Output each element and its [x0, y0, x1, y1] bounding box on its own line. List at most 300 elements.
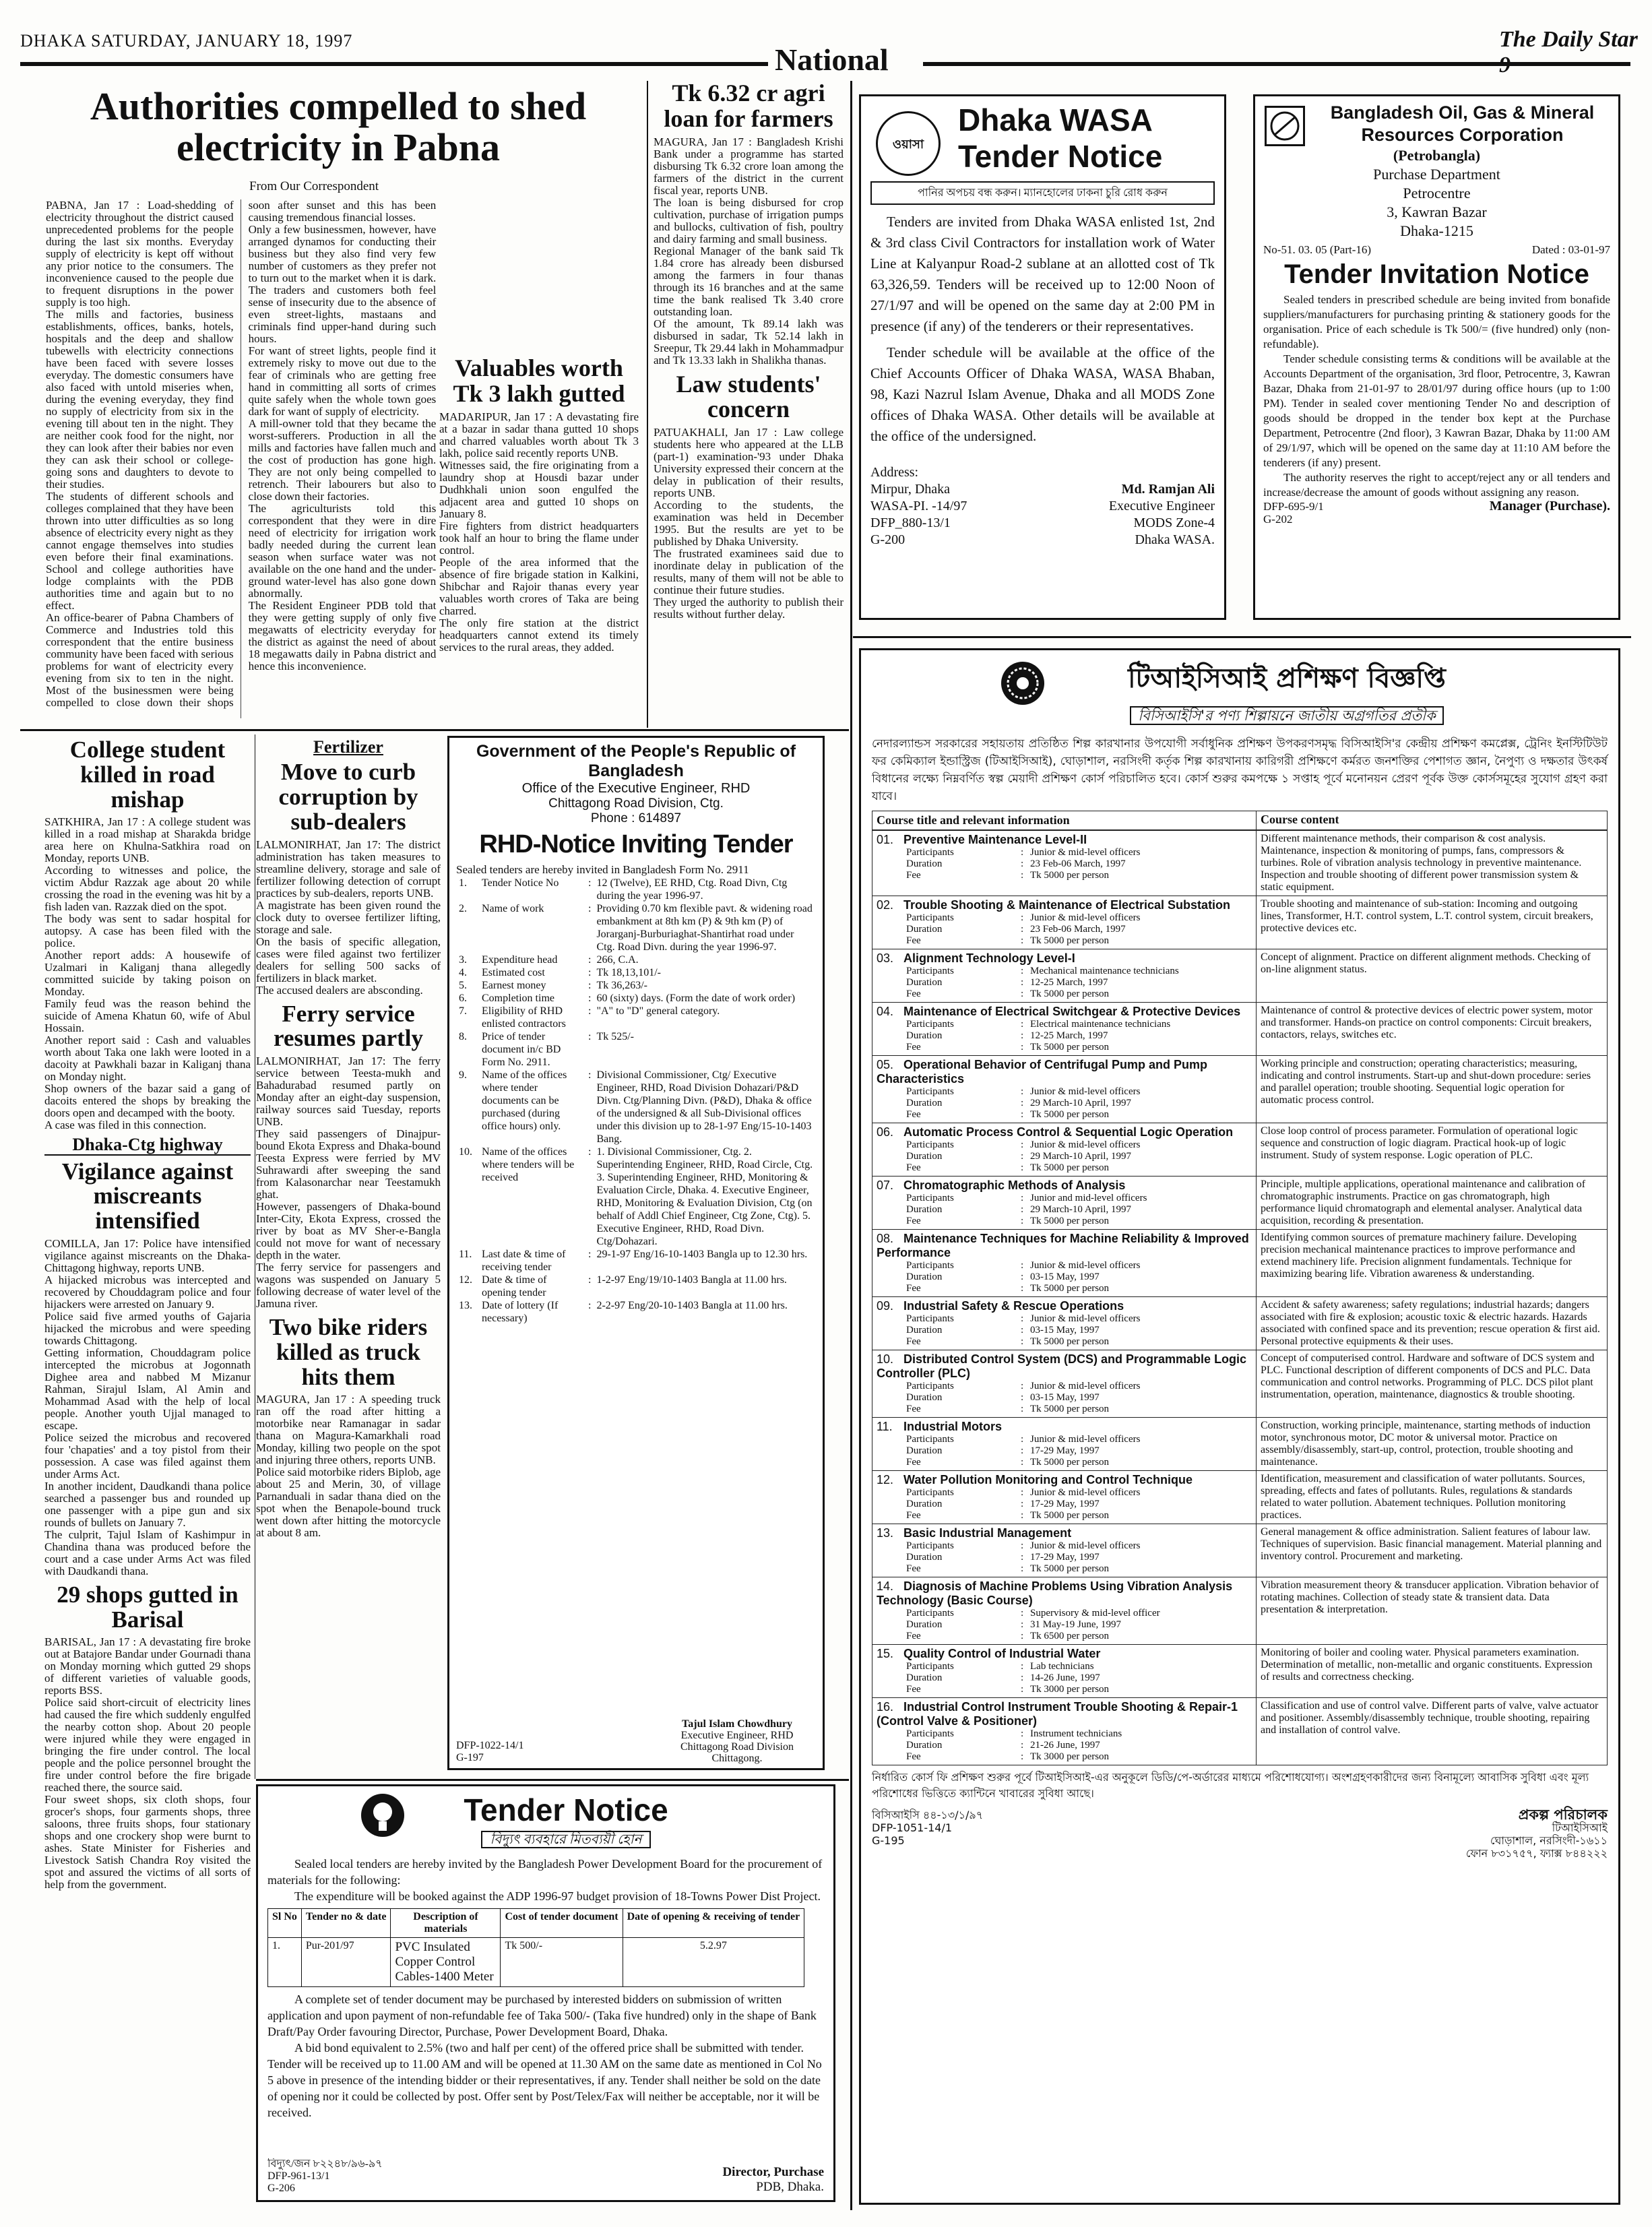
detail-label: Duration: [906, 977, 943, 988]
law-headline: Law students' concern: [676, 370, 821, 423]
course-content: Construction, working principle, maintenance, starting methods of induction motor, synchronous motor, DC motor & universal motor. Practice on assembly/disassembly, start-up, control, protection, trouble shooting and maintenance.: [1261, 1420, 1591, 1468]
detail-value: 29 March-10 April, 1997: [1030, 1151, 1131, 1162]
detail-value: Tk 5000 per person: [1030, 1283, 1110, 1294]
cell: 1.: [268, 1938, 302, 1987]
paragraph: The mills and factories, business establishments, offices, banks, hotels, hospitals and the deep and shallow tubewells with electricity connections have been faced with severe losses everyday. The domestic consumers have also faced with untold miseries when, during the evening everyday, they find no supply of electricity from six in the evening till about ten in the night. They are neither cook food for the night, nor they can look after their babies nor even they can ask their school or college-going sons and daughters to devote to their studies.: [46, 308, 234, 491]
course-content: Monitoring of boiler and cooling water. Physical parameters examination. Determination of metallic, non-metallic and organic constituents. Expression of results and correctness checking.: [1261, 1647, 1593, 1683]
course-name: Industrial Control Instrument Trouble Shooting & Repair-1 (Control Valve & Positioner): [877, 1700, 1238, 1728]
detail-colon: :: [1021, 1336, 1024, 1347]
paragraph: The culprit, Tajul Islam of Kashimpur in Chandina thana was produced before the court and a case under Arms Act was filed with Daudkandi thana.: [44, 1528, 251, 1577]
cell: :: [588, 1300, 592, 1311]
paragraph: MAGURA, Jan 17 : Bangladesh Krishi Bank under a programme has started disbursing Tk 6.32 crore loan among the farmers of the district in the current fiscal year, reports UNB.: [654, 135, 844, 197]
cell: Estimated cost: [482, 967, 545, 978]
rhd-signature: [660, 1718, 815, 1764]
course-list: [872, 830, 1608, 1765]
paragraph: However, passengers of Dhaka-bound Inter-City, Ekota Express, crossed the river by boat as MV Sher-e-Bangla could not move for want of necessary depth in the water.: [256, 1200, 441, 1262]
col-header: Course content: [1261, 813, 1339, 826]
paragraph: MAGURA, Jan 17 : A speeding truck ran off the road after hitting a motorbike near Ramanagar in sadar thana on Magura-Kamarkhali road Monday, killing two people on the spot and injuring three others, reports UNB.: [256, 1393, 441, 1467]
detail-colon: :: [1021, 1204, 1024, 1215]
detail-label: Duration: [906, 1151, 943, 1162]
course-title: [877, 1700, 1252, 1728]
course-details: [877, 1193, 1252, 1227]
table-row: [456, 966, 816, 979]
course-content: Trouble shooting and maintenance of sub-station: Incoming and outgoing lines, Transformer, H.T. control system, L.T. control system, circuit breakers, protective devices etc.: [1261, 898, 1593, 934]
address-label: Address:: [870, 465, 919, 480]
course-details: [877, 966, 1252, 1000]
pdb-ref: DFP-961-13/1: [267, 2170, 330, 2182]
detail-value: Tk 5000 per person: [1030, 1457, 1110, 1468]
cell: Date & time of opening tender: [482, 1274, 547, 1298]
tici-sign-row: [872, 1809, 1608, 1860]
table-row: [456, 902, 816, 953]
cell: :: [588, 993, 592, 1004]
detail-colon: :: [1021, 1216, 1024, 1226]
wasa-org: Dhaka WASA: [958, 102, 1153, 137]
paragraph: COMILLA, Jan 17: Police have intensified vigilance against miscreants on the Dhaka-Chittagong highway, reports UNB.: [44, 1236, 251, 1274]
cell: :: [588, 1146, 592, 1158]
rhd-ref: DFP-1022-14/1: [456, 1740, 524, 1751]
cell: 11.: [459, 1249, 472, 1260]
detail-colon: :: [1021, 1151, 1024, 1162]
tici-subtitle: বিসিআইসি'র পণ্য শিল্পায়নে জাতীয় অগ্রগতির প্রতীক: [1130, 706, 1444, 725]
college-headline: College student killed in road mishap: [69, 738, 226, 813]
cell: Name of the offices where tenders will be received: [482, 1146, 575, 1183]
left-news-column: [44, 738, 251, 2106]
course-title: [877, 1473, 1252, 1487]
detail-label: Participants: [906, 1260, 954, 1271]
detail-colon: :: [1021, 1086, 1024, 1097]
course-number: 09.: [877, 1299, 894, 1313]
cell: 9.: [459, 1069, 467, 1081]
cell: Name of work: [482, 903, 544, 914]
detail-label: Participants: [906, 1540, 954, 1551]
header-rule-right: [923, 62, 1630, 66]
detail-value: Instrument technicians: [1030, 1728, 1122, 1739]
cell: :: [588, 967, 592, 978]
course-title: [877, 898, 1252, 912]
paragraph: Police said five armed youths of Gajaria hijacked the microbus and were speeding towards Chittagong.: [44, 1309, 251, 1347]
course-number: 05.: [877, 1058, 894, 1071]
detail-colon: :: [1021, 1325, 1024, 1336]
course-title: [877, 1352, 1252, 1381]
wasa-title: Tender Notice: [958, 139, 1163, 174]
col-header: Tender no & date: [301, 1909, 391, 1938]
course-content: Principle, multiple applications, operational maintenance and calibration of chromatographic instruments. Practice on gas chromatograph, high performance liquid chromatograph and elemental analyser. Analytical data acquisition, recording & presentation.: [1261, 1179, 1586, 1226]
detail-colon: :: [1021, 1109, 1024, 1120]
course-content: Accident & safety awareness; safety regulations; industrial hazards; dangers associated with fire & explosion; acoustic toxic & electric hazards. Hazards associated with confined space and its prevention; rescue operation & first aid. Personal protective equipments & their uses.: [1261, 1299, 1600, 1347]
tici-training-ad: [859, 648, 1620, 2205]
tici-footer: নির্ধারিত কোর্স ফি প্রশিক্ষণ শুরুর পূর্বে টিআইসিআই-এর অনুকূলে ডিডি/পে-অর্ডারের মাধ্যমে পরিশোধযোগ্য। অংশগ্রহণকারীদের জন্য বিনামূল্যে আবাসিক সুবিধা এবং মূল্য পরিশোধের ভিত্তিতে ক্যান্টিনে খাবারের সুবিধা আছে।: [872, 1771, 1589, 1800]
detail-label: Duration: [906, 1672, 943, 1683]
course-info: [872, 1471, 1257, 1524]
petro-body: Tender schedule consisting terms & conditions will be available at the Accounts Department of the organisation, 3rd floor, Petrocentre, 3, Kawran Bazar, Dhaka from 21-01-97 to 28/01/97 during office hours (up to 1:00 PM). Tender in sealed cover mentioning Tender No and description of goods should be dropped in the tender box kept at the Purchase Department, Petrocentre (2nd floor), 3 Kawran Bazar, Dhaka by 11:00 AM of 29/1/97, which will be opened on the same day at 11:10 AM before the tenderers (if any) present.: [1263, 352, 1610, 469]
course-row: [872, 1350, 1607, 1417]
detail-colon: :: [1021, 912, 1024, 923]
cell: Price of tender document in/c BD Form No. 2911.: [482, 1031, 561, 1068]
detail-value: Tk 3000 per person: [1030, 1751, 1110, 1762]
course-name: Industrial Motors: [903, 1420, 1003, 1433]
detail-colon: :: [1021, 1434, 1024, 1445]
g-no: G-202: [1263, 513, 1293, 526]
divider: [853, 636, 1631, 638]
table-row: [456, 1299, 816, 1325]
course-row: [872, 1697, 1607, 1765]
pdb-refs: [267, 2158, 383, 2195]
cell: 5.2.97: [623, 1938, 804, 1987]
pdb-bn-ref: বিদ্যুৎ/জন ৮২২৪৮/৯৬-৯৭: [267, 2158, 383, 2170]
rhd-gov: Government of the People's Republic of Bangladesh: [476, 742, 796, 780]
course-details: [877, 1487, 1252, 1522]
agri-law-column: [654, 81, 844, 728]
divider: [850, 81, 852, 2210]
detail-value: 17-29 May, 1997: [1030, 1445, 1100, 1456]
wasa-body: Tenders are invited from Dhaka WASA enlisted 1st, 2nd & 3rd class Civil Contractors for installation work of Water Line at Kalyanpur Road-2 sublane at an allotted cost of Tk 63,326,59. Tenders will be received up to 12:00 Noon of 27/1/97 and will be opened on the same day at 2:00 PM in presence (if any) of the tenderers or their representatives.: [870, 214, 1215, 334]
detail-value: 12-25 March, 1997: [1030, 977, 1108, 988]
paragraph: LALMONIRHAT, Jan 17: The ferry service between Teesta-mukh and Bahadurabad resumed partly on Monday after an eight-day suspension, railway sources said Tuesday, reports UNB.: [256, 1055, 441, 1129]
paragraph: Shop owners of the bazar said a gang of dacoits entered the shops by breaking the doors open and decamped with the booty.: [44, 1082, 251, 1120]
detail-value: Tk 6500 per person: [1030, 1631, 1110, 1641]
agri-headline: Tk 6.32 cr agri loan for farmers: [664, 81, 833, 132]
shops-headline: 29 shops gutted in Barisal: [57, 1581, 239, 1633]
signatory-line: Chittagong.: [711, 1753, 763, 1764]
detail-value: 03-15 May, 1997: [1030, 1392, 1100, 1403]
course-details: [877, 1608, 1252, 1642]
detail-label: Duration: [906, 1740, 943, 1751]
course-number: 16.: [877, 1700, 894, 1714]
course-row: [872, 896, 1607, 949]
paragraph: PATUAKHALI, Jan 17 : Law college students here who appeared at the LLB (part-1) examination-'93 under Dhaka University expressed their concern at the delay in publication of their results, reports UNB.: [654, 426, 844, 500]
detail-label: Fee: [906, 1563, 921, 1574]
divider: [20, 729, 849, 731]
cell: :: [588, 1274, 592, 1286]
petro-ref-line: [1263, 243, 1610, 257]
course-title: [877, 1579, 1252, 1608]
course-info: [872, 1177, 1257, 1229]
tici-title: টিআইসিআই প্রশিক্ষণ বিজ্ঞপ্তি: [1128, 663, 1446, 694]
course-details: [877, 1434, 1252, 1468]
detail-label: Participants: [906, 1313, 954, 1324]
course-content: Maintenance of control & protective devices of electric power system, motor and transformer. Hands-on practice on control components: Circuit breakers, contactors, relays, switches etc.: [1261, 1005, 1593, 1040]
course-details: [877, 1728, 1252, 1763]
course-number: 12.: [877, 1473, 894, 1486]
cell: 60 (sixty) days. (Form the date of work order): [596, 993, 796, 1004]
course-number: 11.: [877, 1420, 893, 1433]
cell: Tender Notice No: [482, 877, 559, 889]
cell: :: [588, 877, 592, 889]
paragraph: For want of street lights, people find it extremely risky to move out due to the fear of criminals who are getting free hand in committing all sorts of crimes quite safely when the whole town goes dark for want of supply of electricity.: [248, 344, 437, 418]
detail-colon: :: [1021, 1313, 1024, 1324]
cell: 1-2-97 Eng/19/10-1403 Bangla at 11.00 hrs.: [596, 1274, 787, 1286]
col-header: Cost of tender document: [501, 1909, 623, 1938]
detail-label: Participants: [906, 1434, 954, 1445]
address-line: DFP_880-13/1: [870, 515, 951, 530]
detail-colon: :: [1021, 1631, 1024, 1641]
course-details: [877, 1139, 1252, 1174]
detail-value: Lab technicians: [1030, 1661, 1094, 1672]
detail-colon: :: [1021, 1563, 1024, 1574]
tici-subtitle-wrap: [966, 705, 1608, 728]
course-name: Maintenance of Electrical Switchgear & Protective Devices: [903, 1005, 1241, 1018]
cell: :: [588, 903, 592, 914]
valuables-article: [439, 356, 639, 720]
signatory-line: ঘোড়াশাল, নরসিংদী-১৬১১: [1490, 1834, 1608, 1847]
detail-value: 23 Feb-06 March, 1997: [1030, 924, 1126, 935]
detail-colon: :: [1021, 1392, 1024, 1403]
course-row: [872, 1524, 1607, 1577]
cell: Pur-201/97: [301, 1938, 391, 1987]
paragraph: A mill-owner told that they became the worst-sufferers. Production in all the mills and factories have fallen much and the cost of production has gone high. They are not only being compelled to retrench. Their labourers but also to close down their factories.: [248, 417, 437, 503]
signatory: প্রকল্প পরিচালক: [1518, 1807, 1608, 1823]
paragraph: They said passengers of Dinajpur-bound Ekota Express and Dhaka-bound Teesta Express were ferried by MV Suhrawardi after sweeping the sand from Kalasonarchar near Teestamukh ghat.: [256, 1127, 441, 1201]
cell: :: [588, 1069, 592, 1081]
detail-label: Participants: [906, 966, 954, 976]
pdb-title: Tender Notice: [464, 1792, 668, 1827]
pdb-body: A complete set of tender document may be purchased by interested bidders on submission of written application and upon payment of non-refundable fee of Taka 500/- (Taka five hundred) only in the shape of Bank Draft/Pay Order favouring Director, Purchase, Power Development Board, Dhaka.: [267, 1993, 817, 2038]
petro-body: The authority reserves the right to accept/reject any or all tenders and increase/decrease the amount of goods without assigning any reason.: [1263, 471, 1610, 499]
course-title: [877, 1058, 1252, 1086]
cell: :: [588, 980, 592, 991]
paragraph: PABNA, Jan 17 : Load-shedding of electricity throughout the district caused unprecedented problems for the people during the last six months. Everyday supply of electricity is kept off without any prior notice to the consumers. The inconvenience caused to the people due to frequent disruptions in the power supply is too high.: [46, 199, 234, 309]
detail-label: Fee: [906, 989, 921, 999]
course-info: [872, 1645, 1257, 1697]
course-content: Concept of computerised control. Hardware and software of DCS system and PLC. Functional description of different components of DCS and PLC. Data communication and control networks. Programming of PLC. DCS pilot plant instrumentation, operation, maintenance, diagnostics & trouble shooting.: [1261, 1352, 1595, 1400]
cell: Tk 36,263/-: [596, 980, 647, 991]
table-row: [456, 1069, 816, 1146]
wasa-signature: [1109, 481, 1215, 548]
paragraph: A magistrate has been given round the clock duty to oversee fertilizer lifting, storage and sale.: [256, 898, 441, 936]
detail-label: Fee: [906, 1109, 921, 1120]
section-title: National: [775, 42, 889, 77]
detail-value: Junior & mid-level officers: [1030, 1487, 1141, 1498]
paragraph: Police said short-circuit of electricity lines had caused the fire which suddenly engulfed the nearby cotton shop. About 20 people were injured while they were engaged in bringing the fire under control. The local people and the police personnel brought the fire under control before the fire brigade reached there, the source said.: [44, 1696, 251, 1794]
detail-label: Duration: [906, 1619, 943, 1630]
course-name: Water Pollution Monitoring and Control Technique: [903, 1473, 1193, 1486]
detail-label: Participants: [906, 1608, 954, 1619]
detail-value: Tk 5000 per person: [1030, 1563, 1110, 1574]
wasa-slogan: পানির অপচয় বন্ধ করুন। ম্যানহোলের ঢাকনা চুরি রোধ করুন: [870, 181, 1215, 205]
paragraph: According to witnesses and police, the victim Abdur Razzak age about 20 while crossing the road in the evening was hit by a fish laden van. Razzak died on the spot.: [44, 864, 251, 914]
rhd-intro: Sealed tenders are hereby invited in Bangladesh Form No. 2911: [456, 863, 749, 876]
signatory-line: টিআইসিআই: [1552, 1821, 1608, 1834]
cell: 2-2-97 Eng/20-10-1403 Bangla at 11.00 hrs.: [596, 1300, 788, 1311]
course-name: Basic Industrial Management: [903, 1526, 1072, 1540]
tici-logo-icon: [999, 660, 1046, 707]
detail-colon: :: [1021, 1272, 1024, 1282]
detail-value: 17-29 May, 1997: [1030, 1552, 1100, 1563]
course-name: Operational Behavior of Centrifugal Pump and Pump Characteristics: [877, 1058, 1208, 1086]
course-info: [872, 1297, 1257, 1350]
detail-colon: :: [1021, 1728, 1024, 1739]
course-info: [872, 896, 1257, 949]
detail-colon: :: [1021, 1162, 1024, 1173]
petro-body: Sealed tenders in prescribed schedule are being invited from bonafide suppliers/manufacturers for purchasing printing & stationery goods for the organisation. Price of each schedule is Tk 500/= (five hundred) only (non-refundable).: [1263, 293, 1610, 350]
detail-label: Participants: [906, 1381, 954, 1391]
cell: 2.: [459, 903, 467, 914]
detail-colon: :: [1021, 1510, 1024, 1521]
paragraph: They urged the authority to publish their results without further delay.: [654, 596, 844, 621]
detail-label: Participants: [906, 1019, 954, 1030]
detail-label: Participants: [906, 847, 954, 858]
cell: 29-1-97 Eng/16-10-1403 Bangla up to 12.30 hrs.: [596, 1249, 808, 1260]
course-title: [877, 1005, 1252, 1019]
detail-label: Duration: [906, 1325, 943, 1336]
detail-colon: :: [1021, 1260, 1024, 1271]
detail-colon: :: [1021, 1487, 1024, 1498]
col-header: Course title and relevant information: [872, 811, 1257, 829]
detail-colon: :: [1021, 1098, 1024, 1108]
detail-value: 31 May-19 June, 1997: [1030, 1619, 1121, 1630]
table-row: [456, 1146, 816, 1248]
detail-colon: :: [1021, 1540, 1024, 1551]
paragraph: Police said motorbike riders Biplob, age about 25 and Merin, 30, of village Parnanduali in sadar thana died on the spot when the Benapole-bound truck went down after hitting the motorcycle at about 8 am.: [256, 1466, 441, 1540]
col-header: Date of opening & receiving of tender: [623, 1909, 804, 1938]
rhd-tender-ad: [447, 736, 825, 1770]
detail-value: Junior & mid-level officers: [1030, 1540, 1141, 1551]
detail-value: 03-15 May, 1997: [1030, 1272, 1100, 1282]
pabna-byline: From Our Correspondent: [249, 179, 379, 193]
course-content: Working principle and construction; operating characteristics; measuring, indicating and control instruments. Start-up and shut-down procedure: series and parallel operation; trouble shooting. Sequential logic operation for automatic process control.: [1261, 1058, 1591, 1106]
paragraph: Family feud was the reason behind the suicide of Amena Khatun 60, wife of Abul Hossain.: [44, 997, 251, 1035]
course-row: [872, 1417, 1607, 1470]
course-info: [872, 1230, 1257, 1296]
course-row: [872, 1577, 1607, 1644]
course-info: [872, 1003, 1257, 1055]
table-row: [456, 1030, 816, 1069]
signatory-line: Dhaka WASA.: [1135, 532, 1215, 547]
course-info: [872, 1350, 1257, 1417]
petro-address: [1263, 146, 1610, 241]
cell: Divisional Commissioner, Ctg/ Executive Engineer, RHD, Road Division Dohazari/P&D Divn. Ctg/Planning Divn. (P&D), Dhaka & office of the undersigned & all Sub-Divisional offices under this division up to 28-1-97 Eng/15-10-1403 Bang.: [596, 1069, 812, 1145]
petro-title: Tender Invitation Notice: [1284, 259, 1589, 289]
paragraph: Of the amount, Tk 89.14 lakh was disbursed in sadar, Tk 52.14 lakh in Sreepur, Tk 29.44 lakh in Mohammadpur and Tk 13.33 lakh in Shalikha thanas.: [654, 317, 844, 367]
signatory-line: ফোন ৮৩১৭৫৭, ফ্যাক্স ৮৪৪২২২: [1465, 1847, 1608, 1860]
paragraph: BARISAL, Jan 17 : A devastating fire broke out at Batajore Bandar under Gournadi thana on Monday morning which gutted 29 shops of different varieties of valuable goods, reports BSS.: [44, 1635, 251, 1697]
course-info: [872, 1418, 1257, 1470]
masthead-page: [1499, 27, 1652, 78]
table-row: [268, 1938, 804, 1987]
course-row: [872, 1176, 1607, 1229]
fertilizer-kicker: Fertilizer: [313, 738, 383, 757]
pdb-body: A bid bond equivalent to 2.5% (two and half per cent) of the offered price shall be submitted with tender. Tender will be received up to 11.00 AM and will be opened at 11.30 AM on the same date as mentioned in Col No 5 above in presence of the intending bidder or their representatives, if any. Tender shall neither be sold on the date of opening nor it could be collected by post. Offer sent by Post/Telex/Fax will neither be acceptable, nor it will be received.: [267, 2041, 822, 2119]
cell: 6.: [459, 993, 467, 1004]
paragraph: Only a few businessmen, however, have arranged dynamos for conducting their business but they also find very few number of customers as they prefer not to turn out to the market when it is dark. The traders and customers both feel sense of insecurity due to the absence of even street-lights, mastaans and criminals find upper-hand during such hours.: [248, 223, 437, 345]
paragraph: The frustrated examinees said due to inordinate delay in publication of the results, many of them will not be able to continue their future studies.: [654, 547, 844, 597]
detail-label: Fee: [906, 1510, 921, 1521]
ref: DFP-1051-14/1: [872, 1821, 953, 1834]
cell: 10.: [459, 1146, 472, 1158]
cell: Tk 525/-: [596, 1031, 634, 1042]
detail-colon: :: [1021, 924, 1024, 935]
detail-label: Duration: [906, 858, 943, 869]
course-number: 15.: [877, 1647, 894, 1660]
detail-colon: :: [1021, 966, 1024, 976]
course-number: 08.: [877, 1232, 894, 1245]
detail-label: Duration: [906, 1552, 943, 1563]
rhd-refs: [456, 1740, 523, 1764]
detail-value: Tk 5000 per person: [1030, 1510, 1110, 1521]
signatory: Manager (Purchase).: [1489, 499, 1610, 513]
course-number: 06.: [877, 1125, 894, 1139]
paragraph: On the basis of specific allegation, cases were filed against two fertilizer dealers for selling 500 sacks of fertilizers in black market.: [256, 935, 441, 984]
cell: 5.: [459, 980, 467, 991]
course-info: [872, 949, 1257, 1002]
detail-value: 17-29 May, 1997: [1030, 1499, 1100, 1509]
detail-value: Tk 5000 per person: [1030, 1042, 1110, 1053]
bike-headline: Two bike riders killed as truck hits them: [269, 1314, 428, 1390]
paragraph: The Resident Engineer PDB told that they were getting supply of only five megawatts of electricity everyday for the district as against the need of about 18 megawatts daily in Pabna district and hence this inconvenience.: [248, 599, 437, 672]
detail-colon: :: [1021, 1457, 1024, 1468]
detail-label: Participants: [906, 1728, 954, 1739]
col-header: Description of materials: [391, 1909, 501, 1938]
detail-value: Tk 3000 per person: [1030, 1684, 1110, 1695]
pdb-slogan: বিদ্যুৎ ব্যবহারে মিতব্যয়ী হোন: [481, 1831, 652, 1848]
paragraph: SATKHIRA, Jan 17 : A college student was killed in a road mishap at Sharakda bridge area here on Khulna-Satkhira road on Monday, reports UNB.: [44, 815, 251, 865]
course-details: [877, 1540, 1252, 1575]
mid-news-column: [256, 738, 441, 1779]
table-row: [456, 953, 816, 966]
detail-label: Fee: [906, 1684, 921, 1695]
detail-colon: :: [1021, 1608, 1024, 1619]
cell: :: [588, 1005, 592, 1017]
course-content: Identification, measurement and classification of water pollutants. Sources, spreading, effects and fates of pollutants. Rules, regulations & standards related to water pollution. Abatement techniques. Pollution monitoring practices.: [1261, 1473, 1585, 1521]
vigilance-headline: Vigilance against miscreants intensified: [61, 1158, 234, 1234]
detail-label: Fee: [906, 935, 921, 946]
cell: Eligibility of RHD enlisted contractors: [482, 1005, 566, 1030]
detail-label: Participants: [906, 912, 954, 923]
paragraph: A hijacked microbus was intercepted and recovered by Chouddagram police and four hijackers were arrested on January 9.: [44, 1273, 251, 1311]
signatory-line: PDB, Dhaka.: [756, 2180, 824, 2194]
address-line: 3, Kawran Bazar: [1387, 203, 1487, 220]
paragraph: Regional Manager of the bank said Tk 1.84 crore has already been disbursed among the farmers in four thanas through its 16 branches and at the same time the bank realised Tk 3.40 crore outstanding loan.: [654, 244, 844, 318]
detail-colon: :: [1021, 1684, 1024, 1695]
course-row: [872, 1470, 1607, 1524]
cell: 12 (Twelve), EE RHD, Ctg. Road Divn, Ctg during the year 1996-97.: [596, 877, 788, 902]
address-line: (Petrobangla): [1393, 147, 1481, 164]
detail-label: Fee: [906, 1404, 921, 1414]
paragraph: The agriculturists told this correspondent that they were in dire need of electricity for irrigation work badly needed during the current lean season when surface water was not available on the one hand and the under-ground water-level has also gone down abnormally.: [248, 502, 437, 600]
detail-colon: :: [1021, 1283, 1024, 1294]
signatory: Md. Ramjan Ali: [1121, 482, 1215, 497]
rhd-table: [456, 877, 816, 1325]
detail-value: Junior & mid-level officers: [1030, 1260, 1141, 1271]
detail-colon: :: [1021, 1193, 1024, 1203]
paragraph: The students of different schools and colleges complained that they have been thrown into utter difficulties as so long absence of electricity every night as they cannot engage themselves into studies even before their final examinations. School and college authorities have lodge complaints with the PDB authorities time and again but to no effect.: [46, 490, 234, 612]
g-no: G-195: [872, 1834, 905, 1847]
cell: 8.: [459, 1031, 467, 1042]
course-number: 01.: [877, 833, 894, 846]
table-row: [456, 979, 816, 992]
course-number: 02.: [877, 898, 894, 912]
detail-value: Junior & mid-level officers: [1030, 1086, 1141, 1097]
ferry-headline: Ferry service resumes partly: [274, 1000, 423, 1052]
detail-colon: :: [1021, 1740, 1024, 1751]
table-row: [456, 877, 816, 902]
detail-colon: :: [1021, 1672, 1024, 1683]
table-row: [456, 1005, 816, 1030]
paragraph: LALMONIRHAT, Jan 17: The district administration has taken measures to streamline delivery, storage and sale of fertilizer following detection of corrupt practices by sub-dealers, reports UNB.: [256, 838, 441, 900]
petrobangla-tender-ad: [1253, 94, 1620, 620]
course-name: Distributed Control System (DCS) and Programmable Logic Controller (PLC): [877, 1352, 1247, 1380]
course-title: [877, 833, 1252, 847]
course-details: [877, 1019, 1252, 1053]
col-header: Sl No: [268, 1909, 302, 1938]
detail-colon: :: [1021, 1499, 1024, 1509]
cell: Tk 18,13,101/-: [596, 967, 661, 978]
detail-value: Mechanical maintenance technicians: [1030, 966, 1179, 976]
detail-colon: :: [1021, 1619, 1024, 1630]
pabna-headline: Authorities compelled to shed electricity in Pabna: [90, 86, 587, 169]
detail-label: Participants: [906, 1661, 954, 1672]
